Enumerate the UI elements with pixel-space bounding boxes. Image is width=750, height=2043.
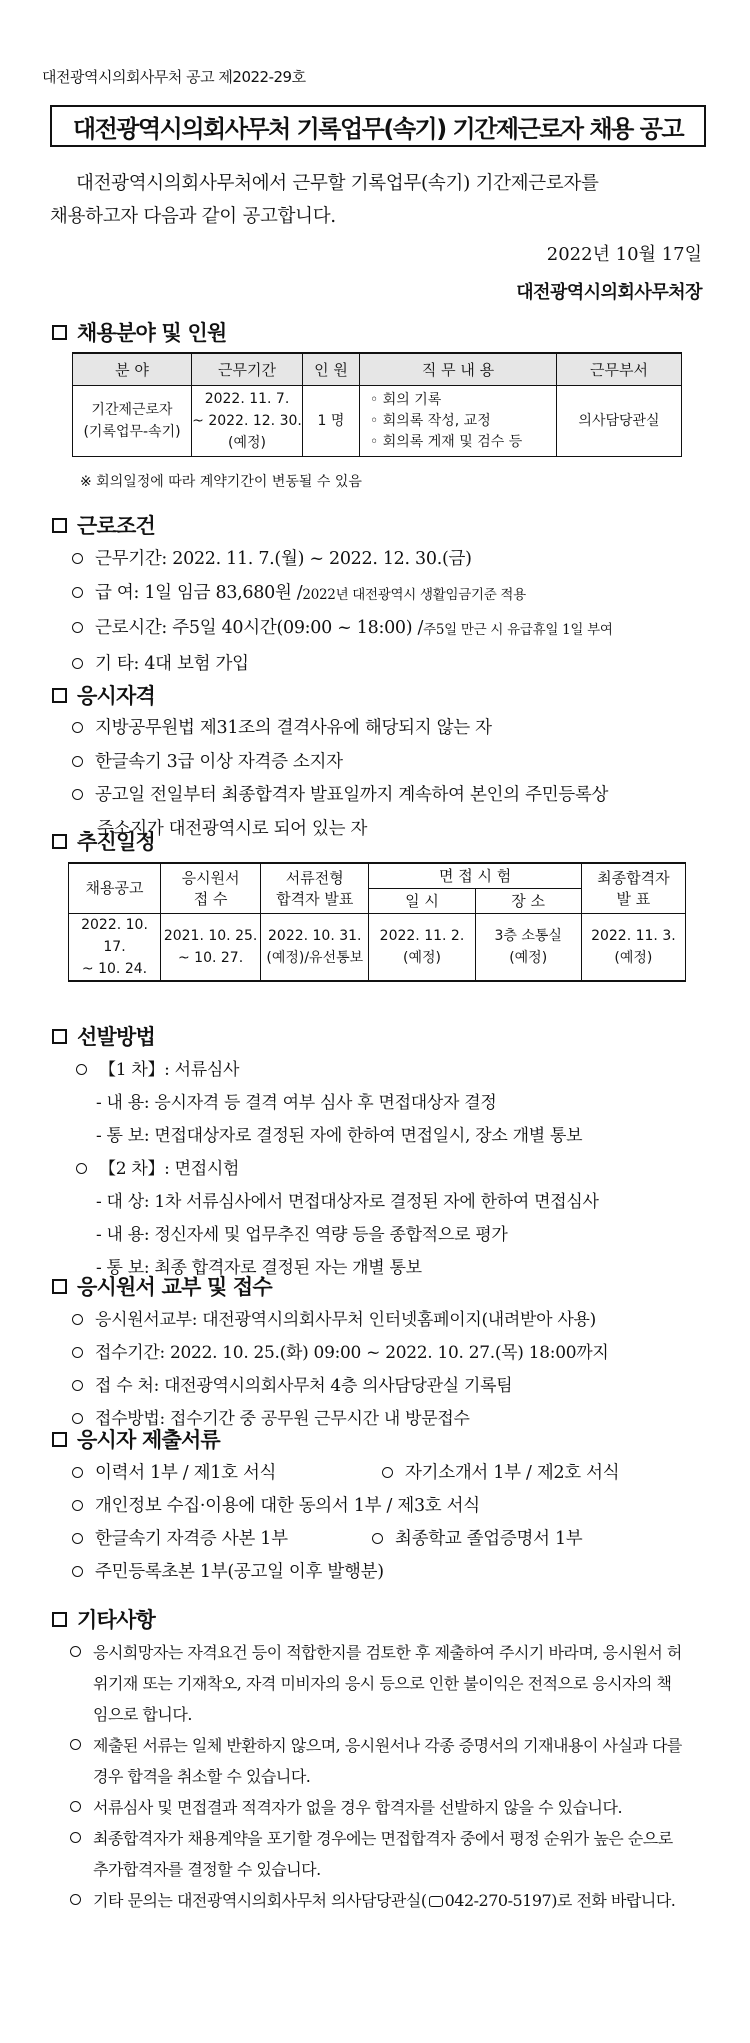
circle-bullet-icon: [72, 622, 83, 633]
conditions-heading-text: 근로조건: [77, 514, 155, 538]
intro-line-1: 대전광역시의회사무처에서 근무할 기록업무(속기) 기간제근로자를: [76, 173, 599, 194]
contact-phone: 042-270-5197: [444, 1891, 552, 1910]
cell-line: 2022. 10. 31.: [268, 928, 362, 944]
list-item: [74, 1087, 599, 1120]
cell-interview-date: [369, 914, 475, 982]
circle-bullet-icon: [76, 1064, 87, 1075]
duty-item: ◦ 회의록 게재 및 검수 등: [370, 433, 523, 450]
circle-bullet-icon: [72, 1413, 83, 1424]
documents-heading-text: 응시자 제출서류: [77, 1428, 220, 1452]
checkbox-square-icon: [52, 1432, 67, 1447]
misc-text: 응시희망자는 자격요건 등이 적합한지를 검토한 후 제출하여 주시기 바라며, 응시원서 허위기재 또는 기재착오, 자격 미비자의 응시 등으로 인한 불이익은 전적으로 응시자의 책임으로 합니다.: [93, 1643, 682, 1724]
cell-line: (예정): [509, 950, 548, 966]
misc-text: 제출된 서류는 일체 반환하지 않으며, 응시원서나 각종 증명서의 기재내용이 사실과 다를 경우 합격을 취소할 수 있습니다.: [93, 1736, 682, 1786]
header-field: 분 야: [73, 353, 192, 386]
qualifications-heading-text: 응시자격: [77, 684, 155, 708]
schedule-table: [68, 862, 686, 982]
checkbox-square-icon: [52, 1279, 67, 1294]
circle-bullet-icon: [70, 1894, 81, 1905]
condition-text: 기 타: 4대 보험 가입: [95, 653, 249, 674]
circle-bullet-icon: [72, 722, 83, 733]
cell-period: [192, 386, 303, 457]
header-duties: 직 무 내 용: [360, 353, 557, 386]
cell-line: 2022. 11. 3.: [591, 928, 676, 944]
page-title: 대전광역시의회사무처 기록업무(속기) 기간제근로자 채용 공고: [72, 114, 684, 143]
cell-count: 1 명: [303, 386, 360, 457]
application-text: 접수기간: 2022. 10. 25.(화) 09:00 ~ 2022. 10. 27.(목) 18:00까지: [95, 1343, 609, 1363]
circle-bullet-icon: [382, 1467, 393, 1478]
list-item: [70, 1370, 608, 1403]
period-line-2: ~ 2022. 12. 30.: [192, 413, 302, 429]
header-department: 근무부서: [557, 353, 682, 386]
header-application: [161, 863, 261, 914]
circle-bullet-icon: [72, 587, 83, 598]
documents-list: [70, 1457, 620, 1589]
checkbox-square-icon: [52, 1029, 67, 1044]
header-final-line-1: 최종합격자: [597, 868, 670, 887]
document-text: 이력서 1부 / 제1호 서식: [95, 1463, 277, 1483]
header-final-line-2: 발 표: [616, 889, 651, 908]
cell-line: (예정): [614, 950, 653, 966]
condition-text: 근로시간: 주5일 40시간(09:00 ~ 18:00) /: [95, 618, 424, 638]
table-row: [69, 914, 686, 982]
circle-bullet-icon: [70, 1801, 81, 1812]
qualifications-heading: [52, 680, 155, 710]
cell-line: 2021. 10. 25.: [163, 928, 258, 944]
checkbox-square-icon: [52, 834, 67, 849]
list-item: [380, 1457, 619, 1490]
application-text: 응시원서교부: 대전광역시의회사무처 인터넷홈페이지(내려받아 사용): [95, 1310, 596, 1330]
application-text: 접 수 처: 대전광역시의회사무처 4층 의사담당관실 기록팀: [95, 1376, 513, 1396]
duty-item: ◦ 회의 기록: [370, 391, 442, 408]
list-item: [68, 1730, 682, 1792]
circle-bullet-icon: [372, 1533, 383, 1544]
circle-bullet-icon: [72, 1380, 83, 1391]
list-item: [70, 746, 608, 780]
cell-department: 의사담당관실: [557, 386, 682, 457]
recruitment-heading: [52, 317, 226, 347]
intro-line-2: 채용하고자 다음과 같이 공고합니다.: [50, 206, 336, 227]
qualification-text: 공고일 전일부터 최종합격자 발표일까지 계속하여 본인의 주민등록상: [95, 785, 609, 805]
duty-item: ◦ 회의록 작성, 교정: [370, 412, 491, 429]
checkbox-square-icon: [52, 325, 67, 340]
header-interview-place: 장 소: [475, 889, 581, 914]
document-text: 주민등록초본 1부(공고일 이후 발행분): [95, 1562, 384, 1582]
cell-final: [581, 914, 685, 982]
field-line-2: (기록업무-속기): [83, 424, 181, 440]
header-document-screening: [261, 863, 369, 914]
condition-text: 근무기간: 2022. 11. 7.(월) ~ 2022. 12. 30.(금): [95, 549, 472, 569]
table-header-row: [69, 863, 686, 889]
selection-heading: [52, 1021, 155, 1051]
cell-field: [73, 386, 192, 457]
header-document-line-1: 서류전형: [285, 868, 344, 887]
conditions-heading: [52, 510, 155, 540]
cell-application: [161, 914, 261, 982]
stage-1-detail: - 통 보: 면접대상자로 결정된 자에 한하여 면접일시, 장소 개별 통보: [96, 1126, 583, 1146]
recruitment-table: [72, 352, 682, 457]
header-interview-date: 일 시: [369, 889, 475, 914]
stage-1-title: 【1 차】: 서류심사: [99, 1060, 240, 1080]
list-item: [74, 1054, 599, 1087]
condition-note: 주5일 만근 시 유급휴일 1일 부여: [423, 622, 613, 638]
selection-list: [74, 1054, 599, 1285]
header-interview: 면 접 시 험: [369, 863, 581, 889]
period-line-3: (예정): [228, 435, 266, 451]
list-item: [68, 1885, 682, 1916]
notice-number: 대전광역시의회사무처 공고 제2022-29호: [42, 68, 306, 86]
list-item: [70, 1556, 480, 1589]
checkbox-square-icon: [52, 688, 67, 703]
header-application-line-1: 응시원서: [181, 868, 240, 887]
header-period: 근무기간: [192, 353, 303, 386]
notice-date: 2022년 10월 17일: [546, 244, 702, 265]
list-item: [70, 712, 608, 746]
list-item: [70, 1490, 480, 1523]
list-item: [68, 1792, 682, 1823]
cell-line: (예정)/유선통보: [266, 950, 364, 966]
circle-bullet-icon: [76, 1163, 87, 1174]
stage-2-title: 【2 차】: 면접시험: [99, 1159, 240, 1179]
cell-line: 2022. 10. 17.: [81, 917, 148, 955]
phone-icon: [429, 1896, 443, 1907]
application-heading: [52, 1271, 272, 1301]
application-heading-text: 응시원서 교부 및 접수: [77, 1275, 272, 1299]
list-item: [70, 577, 613, 613]
qualification-text: 한글속기 3급 이상 자격증 소지자: [95, 751, 343, 772]
list-item: [70, 779, 608, 813]
circle-bullet-icon: [72, 756, 83, 767]
list-item: [68, 1823, 682, 1885]
issuer: 대전광역시의회사무처장: [516, 282, 702, 303]
schedule-heading-text: 추진일정: [77, 830, 155, 854]
cell-interview-place: [475, 914, 581, 982]
stage-1-detail: - 내 용: 응시자격 등 결격 여부 심사 후 면접대상자 결정: [96, 1093, 497, 1113]
list-item: [70, 648, 613, 682]
cell-line: 2022. 11. 2.: [379, 928, 465, 944]
misc-text: 최종합격자가 채용계약을 포기할 경우에는 면접합격자 중에서 평정 순위가 높은 순으로 추가합격자를 결정할 수 있습니다.: [93, 1829, 673, 1879]
qualification-text: 지방공무원법 제31조의 결격사유에 해당되지 않는 자: [95, 718, 492, 738]
checkbox-square-icon: [52, 518, 67, 533]
circle-bullet-icon: [72, 553, 83, 564]
header-count: 인 원: [303, 353, 360, 386]
title-box: [50, 105, 706, 147]
list-item: [74, 1219, 599, 1252]
circle-bullet-icon: [70, 1739, 81, 1750]
cell-document-screening: [261, 914, 369, 982]
circle-bullet-icon: [72, 1566, 83, 1577]
documents-heading: [52, 1424, 220, 1454]
list-item: [70, 612, 613, 648]
contact-prefix: 기타 문의는 대전광역시의회사무처 의사담당관실(: [93, 1891, 427, 1910]
circle-bullet-icon: [72, 1314, 83, 1325]
circle-bullet-icon: [72, 1533, 83, 1544]
application-text: 접수방법: 접수기간 중 공무원 근무시간 내 방문접수: [95, 1409, 470, 1429]
circle-bullet-icon: [72, 1347, 83, 1358]
circle-bullet-icon: [70, 1646, 81, 1657]
checkbox-square-icon: [52, 1612, 67, 1627]
circle-bullet-icon: [72, 1500, 83, 1511]
list-item: [70, 543, 613, 577]
document-text: 최종학교 졸업증명서 1부: [395, 1529, 583, 1549]
application-list: [70, 1304, 608, 1436]
period-line-1: 2022. 11. 7.: [204, 391, 290, 407]
document-text: 한글속기 자격증 사본 1부: [95, 1529, 288, 1549]
list-item: [74, 1153, 599, 1186]
circle-bullet-icon: [70, 1832, 81, 1843]
list-item: [74, 1186, 599, 1219]
misc-heading: [52, 1604, 155, 1634]
stage-2-detail: - 통 보: 최종 합격자로 결정된 자는 개별 통보: [96, 1258, 422, 1278]
stage-2-detail: - 대 상: 1차 서류심사에서 면접대상자로 결정된 자에 한하여 면접심사: [96, 1192, 599, 1212]
circle-bullet-icon: [72, 1467, 83, 1478]
condition-text: 급 여: 1일 임금 83,680원 /: [95, 582, 303, 603]
circle-bullet-icon: [72, 789, 83, 800]
misc-heading-text: 기타사항: [77, 1608, 155, 1632]
circle-bullet-icon: [72, 658, 83, 669]
recruitment-heading-text: 채용분야 및 인원: [77, 321, 227, 345]
intro-paragraph: [50, 167, 710, 233]
list-item: [74, 1120, 599, 1153]
schedule-heading: [52, 826, 155, 856]
cell-announcement: [69, 914, 161, 982]
cell-line: (예정): [402, 950, 441, 966]
document-text: 개인정보 수집·이용에 대한 동의서 1부 / 제3호 서식: [95, 1496, 480, 1516]
misc-text: 서류심사 및 면접결과 적격자가 없을 경우 합격자를 선발하지 않을 수 있습니다.: [93, 1798, 623, 1817]
misc-list: [68, 1637, 682, 1916]
header-application-line-2: 접 수: [193, 889, 228, 908]
table-header-row: [73, 353, 682, 386]
header-final: [581, 863, 685, 914]
qualification-continuation: 주소지가 대전광역시로 되어 있는 자: [97, 818, 368, 839]
misc-contact: [93, 1885, 675, 1916]
cell-line: ~ 10. 27.: [178, 950, 244, 966]
stage-2-detail: - 내 용: 정신자세 및 업무추진 역량 등을 종합적으로 평가: [96, 1225, 508, 1245]
cell-line: ~ 10. 24.: [81, 961, 148, 977]
field-line-1: 기간제근로자: [91, 402, 173, 418]
cell-line: 3층 소통실: [494, 928, 562, 944]
contact-suffix: )로 전화 바랍니다.: [551, 1891, 676, 1910]
header-announcement: 채용공고: [69, 863, 161, 914]
list-item: [68, 1637, 682, 1730]
cell-duties: [360, 386, 557, 457]
header-document-line-2: 합격자 발표: [276, 889, 354, 908]
list-item: [70, 1337, 608, 1370]
condition-note: 2022년 대전광역시 생활임금기준 적용: [302, 586, 526, 603]
document-text: 자기소개서 1부 / 제2호 서식: [405, 1463, 620, 1483]
selection-heading-text: 선발방법: [77, 1025, 155, 1049]
list-item: [70, 1304, 608, 1337]
contract-note: ※ 회의일정에 따라 계약기간이 변동될 수 있음: [80, 474, 362, 490]
table-row: [73, 386, 682, 457]
conditions-list: [70, 543, 613, 681]
list-item: [370, 1523, 582, 1556]
